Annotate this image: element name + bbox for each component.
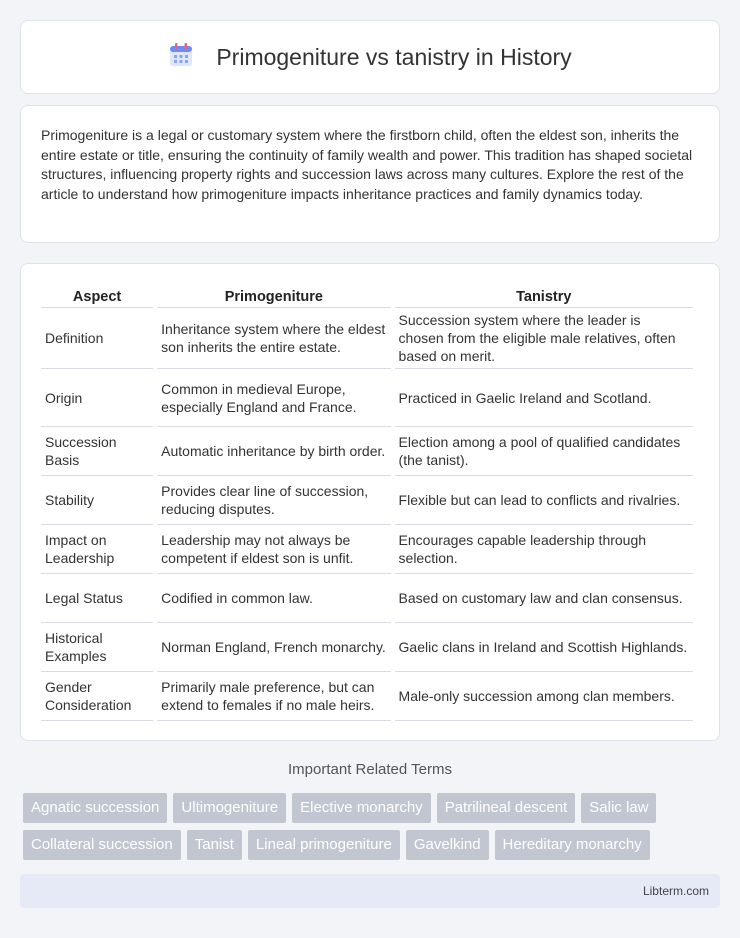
- table-row: [41, 369, 693, 427]
- header-aspect: Aspect: [41, 286, 153, 308]
- term-tag[interactable]: Collateral succession: [23, 830, 181, 860]
- term-tag[interactable]: Tanist: [187, 830, 242, 860]
- header-card: [20, 20, 720, 94]
- table-cell-primogeniture: Norman England, French monarchy.: [157, 623, 390, 672]
- table-cell-primogeniture: Leadership may not always be competent if eldest son is unfit.: [157, 525, 390, 574]
- table-row: [41, 672, 693, 721]
- table-row: [41, 476, 693, 525]
- table-cell-aspect: Gender Consideration: [41, 672, 153, 721]
- comparison-table: [37, 286, 697, 721]
- intro-card: [20, 105, 720, 243]
- table-cell-tanistry: Gaelic clans in Ireland and Scottish Highlands.: [395, 623, 693, 672]
- table-cell-tanistry: Male-only succession among clan members.: [395, 672, 693, 721]
- table-cell-tanistry: Succession system where the leader is chosen from the eligible male relatives, often based on merit.: [395, 308, 693, 369]
- term-tag[interactable]: Gavelkind: [406, 830, 489, 860]
- table-cell-aspect: Legal Status: [41, 574, 153, 623]
- table-row: [41, 308, 693, 369]
- table-cell-aspect: Definition: [41, 308, 153, 369]
- table-row: [41, 427, 693, 476]
- table-cell-tanistry: Election among a pool of qualified candidates (the tanist).: [395, 427, 693, 476]
- term-tag[interactable]: Hereditary monarchy: [495, 830, 650, 860]
- table-cell-tanistry: Encourages capable leadership through selection.: [395, 525, 693, 574]
- footer-site-link[interactable]: Libterm.com: [642, 884, 709, 898]
- table-cell-tanistry: Flexible but can lead to conflicts and rivalries.: [395, 476, 693, 525]
- term-tag[interactable]: Salic law: [581, 793, 656, 823]
- table-cell-aspect: Impact on Leadership: [41, 525, 153, 574]
- table-cell-primogeniture: Provides clear line of succession, reducing disputes.: [157, 476, 390, 525]
- table-cell-aspect: Stability: [41, 476, 153, 525]
- term-tag[interactable]: Ultimogeniture: [173, 793, 286, 823]
- table-cell-aspect: Succession Basis: [41, 427, 153, 476]
- table-row: [41, 623, 693, 672]
- intro-text: Primogeniture is a legal or customary system where the firstborn child, often the eldest son, inherits the entire estate or title, ensuring the continuity of family wealth and power. This tradition has shaped societal structures, influencing property rights and succession laws across many cultures. Explore the rest of the article to understand how primogeniture impacts inheritance practices and family dynamics today.: [41, 127, 693, 202]
- table-cell-aspect: Origin: [41, 369, 153, 427]
- table-row: [41, 525, 693, 574]
- term-tag[interactable]: Elective monarchy: [292, 793, 431, 823]
- term-tag[interactable]: Agnatic succession: [23, 793, 167, 823]
- term-tag[interactable]: Lineal primogeniture: [248, 830, 400, 860]
- related-terms: [23, 793, 723, 867]
- related-terms-title: Important Related Terms: [288, 761, 452, 778]
- related-terms-row: [23, 793, 723, 823]
- table-cell-primogeniture: Automatic inheritance by birth order.: [157, 427, 390, 476]
- term-tag[interactable]: Patrilineal descent: [437, 793, 576, 823]
- table-cell-tanistry: Practiced in Gaelic Ireland and Scotland.: [395, 369, 693, 427]
- table-cell-primogeniture: Primarily male preference, but can extend to females if no male heirs.: [157, 672, 390, 721]
- footer: [20, 874, 720, 908]
- table-cell-tanistry: Based on customary law and clan consensus.: [395, 574, 693, 623]
- comparison-table-card: [20, 263, 720, 741]
- table-cell-primogeniture: Codified in common law.: [157, 574, 390, 623]
- table-cell-primogeniture: Inheritance system where the eldest son inherits the entire estate.: [157, 308, 390, 369]
- related-terms-row: [23, 830, 723, 860]
- table-row: [41, 574, 693, 623]
- header-tanistry: Tanistry: [395, 286, 693, 308]
- page-title: Primogeniture vs tanistry in History: [216, 43, 572, 70]
- calendar-icon: [168, 42, 194, 73]
- table-cell-aspect: Historical Examples: [41, 623, 153, 672]
- header-primogeniture: Primogeniture: [157, 286, 390, 308]
- table-cell-primogeniture: Common in medieval Europe, especially England and France.: [157, 369, 390, 427]
